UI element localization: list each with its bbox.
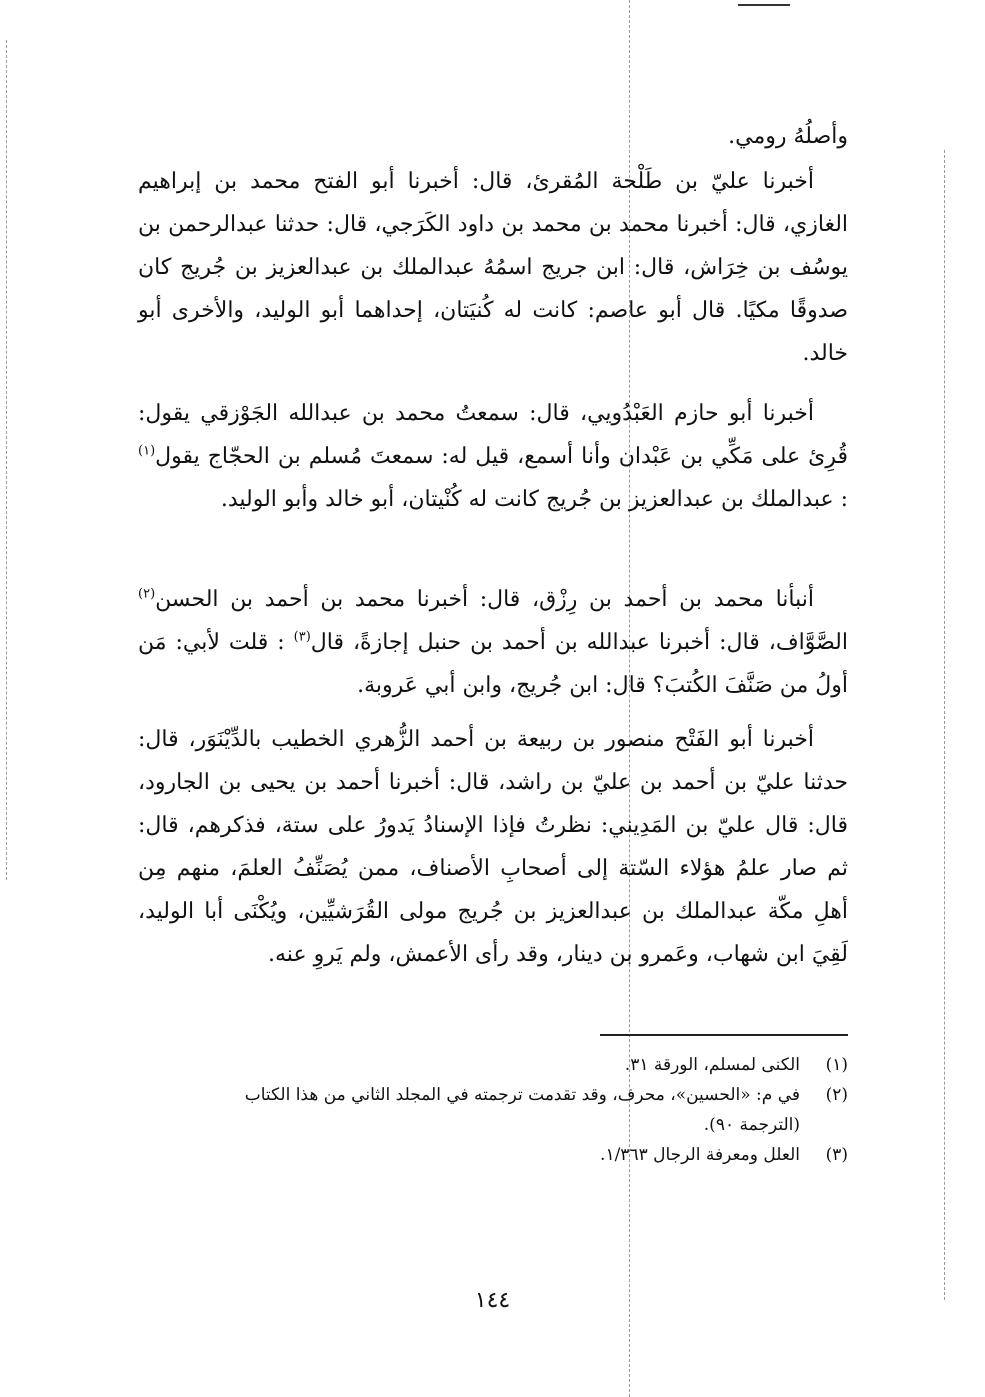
paragraph-3-line-5: قلت لأبي: مَن أولُ من صَنَّفَ الكُتبَ؟ قال: ابن جُريج، وابن أبي عَروبة. [138,630,848,698]
paragraph-1-line-1: أخبرنا عليّ بن طَلْحة المُقرئ، قال: أخبرنا أبو الفتح محمد بن إبراهيم [138,169,814,194]
opening-text: وأصلُهُ رومي. [728,124,848,149]
footnote-1-text: الكنى لمسلم، الورقة ٣١. [624,1055,800,1075]
footnote-1-number: (١) [825,1055,848,1075]
paragraph-2-line-1: أخبرنا أبو حازم العَبْدُويي، قال: سمعتُ محمد بن عبدالله الجَوْزقي [200,401,815,426]
paragraph-3-line-1: أنبأنا محمد بن أحمد بن رِزْق، قال: أخبرنا محمد بن أحمد بن [230,587,814,612]
footnote-2-number: (٢) [825,1085,848,1105]
footnote-3 [138,1140,848,1170]
paragraph-2-line-3: الحجّاج يقول [155,444,270,469]
scan-margin-line [6,40,7,880]
paragraph-3-line-3: الصَّوَّاف، قال: أخبرنا عبدالله بن أحمد بن حنبل إجازةً، قال [310,630,848,655]
footnotes-section [138,1050,848,1170]
paragraph-4-line-5: العلمَ، منهم مِن أهلِ مكّة عبدالملك بن عبدالعزيز بن جُريج مولى القُرَشيِّين، [138,856,849,924]
paragraph-3 [138,578,848,707]
footnote-ref-1[interactable]: (١) [138,443,156,459]
footnote-2-continuation: (الترجمة ٩٠). [703,1115,800,1135]
paragraph-2-text [138,392,848,521]
footnote-3-number: (٣) [825,1145,848,1165]
paragraph-2 [138,392,848,521]
paragraph-1-line-3: عبدالرحمن بن يوسُف بن خِرَاش، قال: ابن جريج اسمُهُ عبدالملك بن [138,212,848,280]
footnote-separator [600,1034,848,1036]
scan-margin-line-right [944,150,945,1300]
footnote-2-text: في م: «الحسين»، محرف، وقد تقدمت ترجمته في المجلد الثاني من هذا الكتاب [244,1085,800,1105]
paragraph-4-text [138,718,848,976]
paragraph-1 [138,160,848,375]
paragraph-1-line-5: إحداهما أبو الوليد، والأخرى أبو خالد. [138,298,848,366]
footnote-ref-2[interactable]: (٢) [138,586,156,602]
paragraph-1-line-2: الغازي، قال: أخبرنا محمد بن محمد بن داود الكَرَجي، قال: حدثنا [274,212,849,237]
footnote-2 [138,1080,848,1110]
paragraph-2-line-2: يقول: قُرِئ على مَكِّي بن عَبْدان وأنا أسمع، قيل له: سمعتَ مُسلم بن [138,401,848,469]
paragraph-4-line-2: قال: حدثنا عليّ بن أحمد بن عليّ بن راشد، قال: أخبرنا أحمد بن يحيى بن [138,727,848,795]
footnote-3-text: العلل ومعرفة الرجال ١/٣٦٣. [600,1145,800,1165]
paragraph-2-line-5: خالد وأبو الوليد. [220,487,364,512]
paragraph-3-text [138,578,848,707]
paragraph-1-text [138,160,848,375]
paragraph-1-line-4: عبدالعزيز بن جُريج كان صدوقًا مكيًا. قال أبو عاصم: كانت له كُنيَتان، [138,255,849,323]
opening-line [138,115,848,158]
paragraph-4-line-7: يَروِ عنه. [268,942,343,967]
paragraph-4 [138,718,848,976]
paragraph-3-line-2: الحسن [155,587,219,612]
paragraph-4-line-6: ويُكْنَى أبا الوليد، لَقِيَ ابن شهاب، وعَمرو بن دينار، وقد رأى الأعمش، ولم [138,899,848,967]
paragraph-4-line-4: فذكرهم، قال: ثم صار علمُ هؤلاء السّتة إلى أصحابِ الأصناف، ممن يُصَنِّفُ [138,813,848,881]
paragraph-2-line-4: : عبدالملك بن عبدالعزيز بن جُريج كانت له كُنْيتان، أبو [370,487,848,512]
paragraph-4-line-1: أخبرنا أبو الفَتْح منصور بن ربيعة بن أحمد الزُّهري الخطيب بالدِّيْنَوَر، [188,727,814,752]
page-number: ١٤٤ [474,1288,511,1313]
footnote-ref-3[interactable]: (٣) [293,629,311,645]
paragraph-3-line-4: : [277,630,285,655]
footnote-1 [138,1050,848,1080]
paragraph-4-line-3: الجارود، قال: قال عليّ بن المَدِيني: نظرتُ فإذا الإسنادُ يَدورُ على ستة، [138,770,848,838]
top-edge-mark [738,4,790,6]
